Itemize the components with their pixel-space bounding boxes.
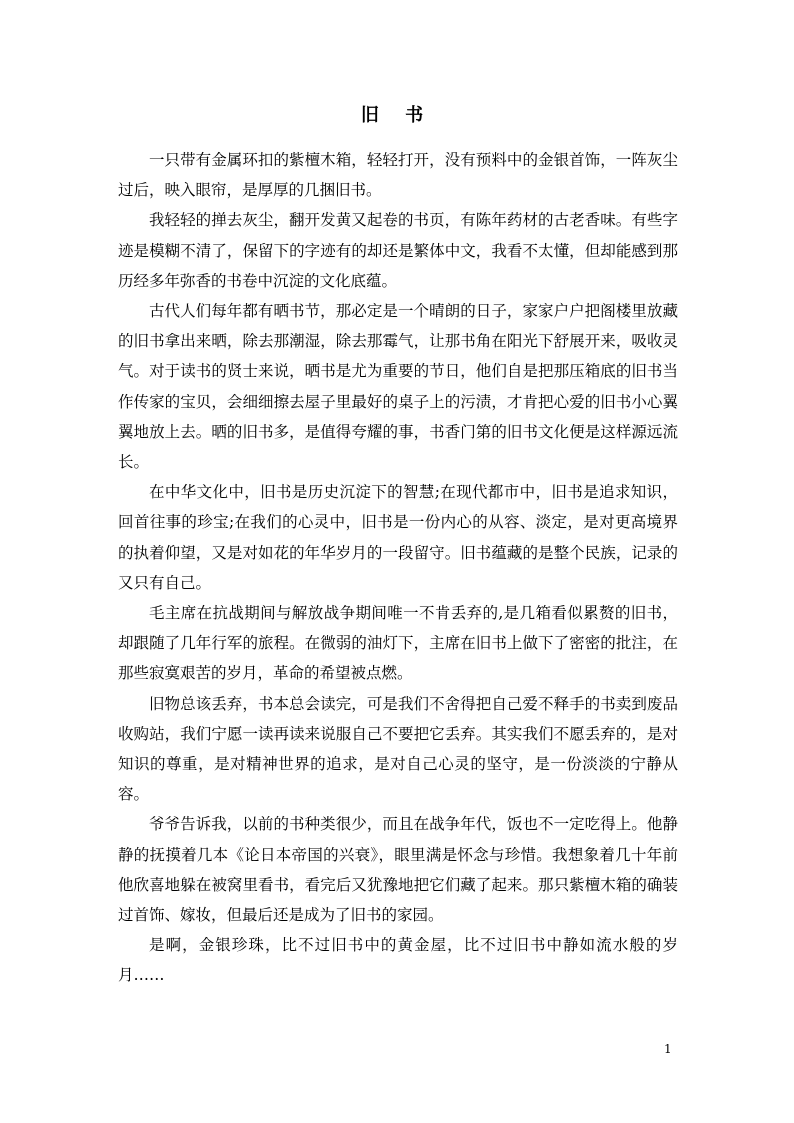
paragraph: 一只带有金属环扣的紫檀木箱，轻轻打开，没有预料中的金银首饰，一阵灰尘过后，映入眼帘，是厚厚的几捆旧书。 [118, 151, 678, 200]
paragraph: 是啊，金银珍珠，比不过旧书中的黄金屋，比不过旧书中静如流水般的岁月…… [118, 936, 678, 985]
paragraph: 我轻轻的掸去灰尘，翻开发黄又起卷的书页，有陈年药材的古老香味。有些字迹是模糊不清了，保留下的字迹有的却还是繁体中文，我看不太懂，但却能感到那历经多年弥香的书卷中沉淀的文化底蕴。 [118, 211, 678, 290]
page-number: 1 [664, 1042, 672, 1056]
document-title: 旧 书 [360, 105, 434, 126]
document-body [118, 145, 678, 991]
paragraph: 旧物总该丢弃，书本总会读完，可是我们不舍得把自己爱不释手的书卖到废品收购站，我们宁愿一读再读来说服自己不要把它丢弃。其实我们不愿丢弃的，是对知识的尊重，是对精神世界的追求，是对自己心灵的坚守，是一份淡淡的宁静从容。 [118, 694, 678, 804]
paragraph: 爷爷告诉我，以前的书种类很少，而且在战争年代，饭也不一定吃得上。他静静的抚摸着几本《论日本帝国的兴衰》，眼里满是怀念与珍惜。我想象着几十年前他欣喜地躲在被窝里看书，看完后又犹豫地把它们藏了起来。那只紫檀木箱的确装过首饰、嫁妆，但最后还是成为了旧书的家园。 [118, 815, 678, 925]
paragraph: 古代人们每年都有晒书节，那必定是一个晴朗的日子，家家户户把阁楼里放藏的旧书拿出来晒，除去那潮湿，除去那霉气，让那书角在阳光下舒展开来，吸收灵气。对于读书的贤士来说，晒书是尤为重要的节日，他们自是把那压箱底的旧书当作传家的宝贝，会细细擦去屋子里最好的桌子上的污渍，才肯把心爱的旧书小心翼翼地放上去。晒的旧书多，是值得夸耀的事，书香门第的旧书文化便是这样源远流长。 [118, 302, 678, 472]
paragraph: 毛主席在抗战期间与解放战争期间唯一不肯丢弃的,是几箱看似累赘的旧书，却跟随了几年行军的旅程。在微弱的油灯下，主席在旧书上做下了密密的批注，在那些寂寞艰苦的岁月，革命的希望被点燃。 [118, 604, 678, 683]
paragraph: 在中华文化中，旧书是历史沉淀下的智慧;在现代都市中，旧书是追求知识，回首往事的珍宝;在我们的心灵中，旧书是一份内心的从容、淡定，是对更高境界的执着仰望，又是对如花的年华岁月的一段留守。旧书蕴藏的是整个民族，记录的又只有自己。 [118, 483, 678, 592]
